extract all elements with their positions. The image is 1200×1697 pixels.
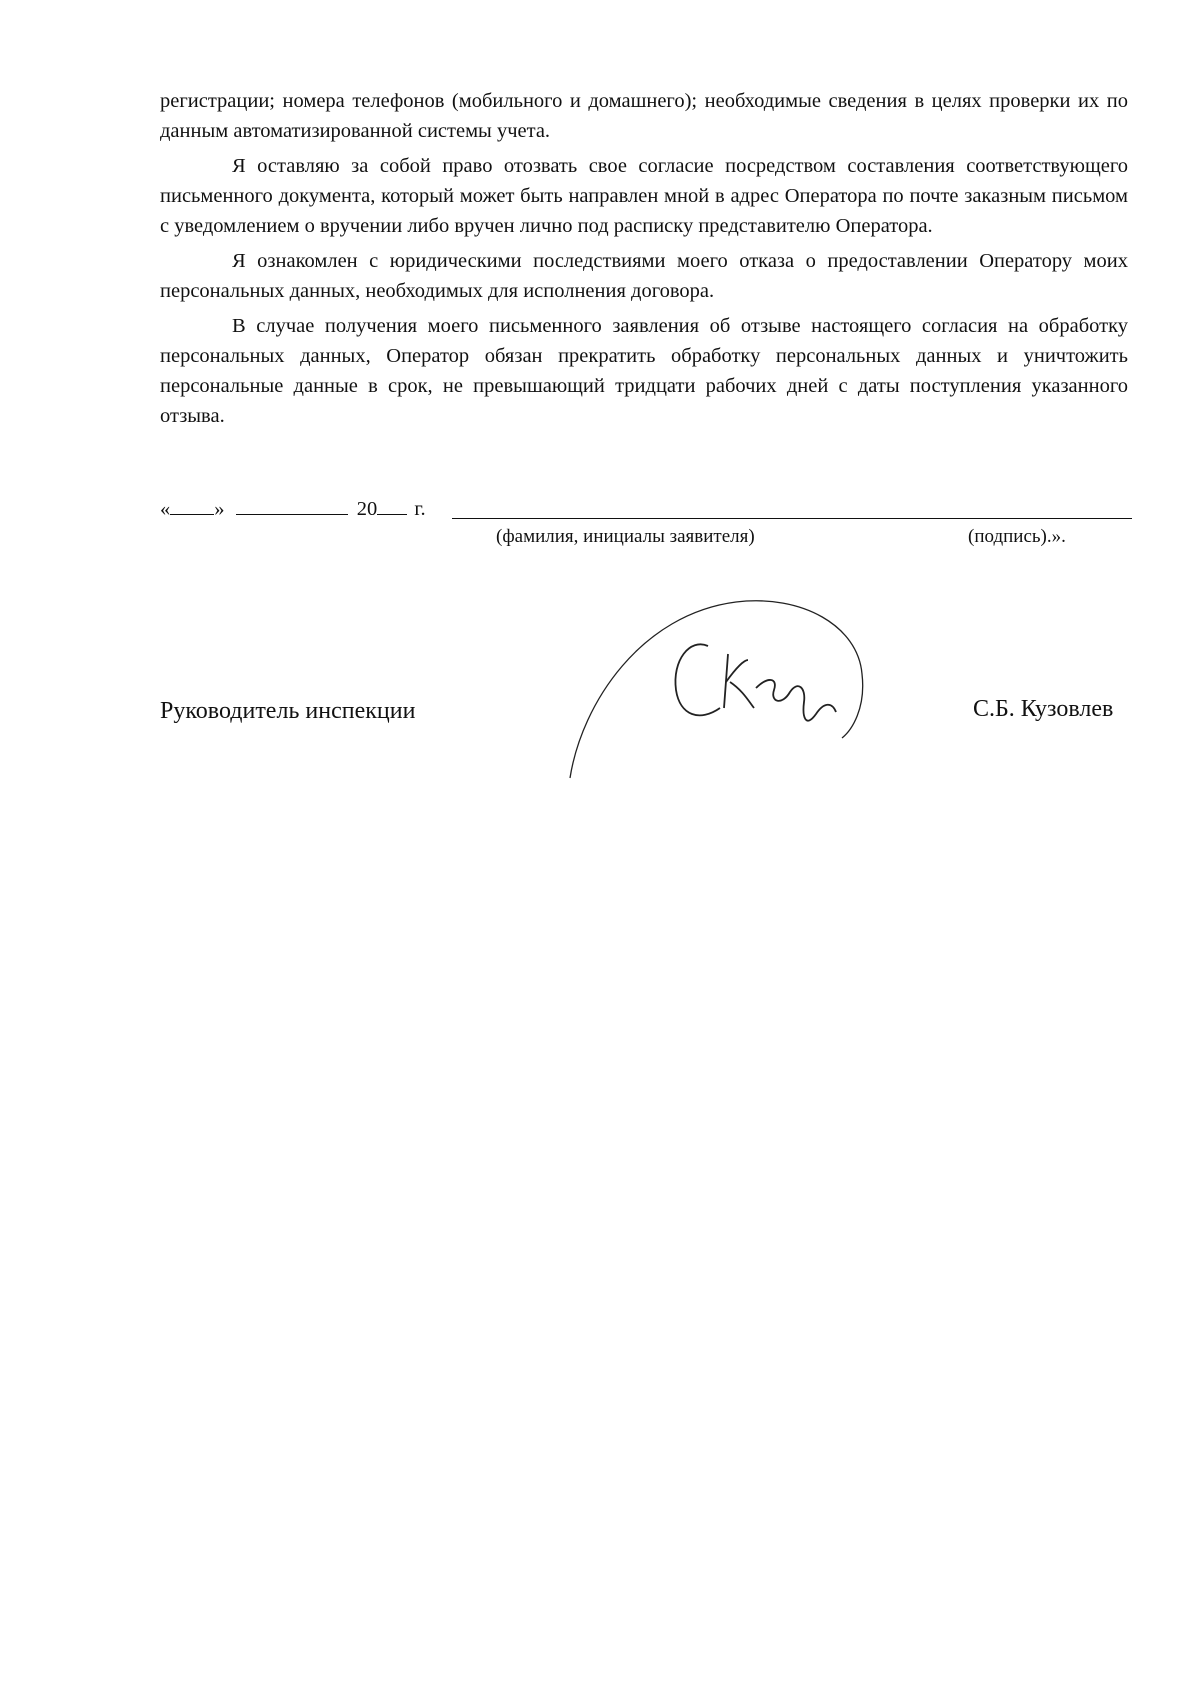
date-line — [160, 496, 426, 521]
paragraph-withdrawal-processing: В случае получения моего письменного заявления об отзыве настоящего согласия на обработку персональных данных, Оператор обязан прекратить обработку персональных данных и уничтожить персональные данные в срок, не превышающий тридцати рабочих дней с даты поступления указанного отзыва. — [160, 315, 1128, 427]
signatory-name: С.Б. Кузовлев — [973, 696, 1114, 722]
consent-body — [160, 86, 1128, 436]
signature-loop — [570, 601, 863, 778]
year-suffix: г. — [414, 498, 426, 520]
signature-stroke-tail — [756, 680, 836, 721]
date-open-quote: « — [160, 498, 171, 520]
signatory-title: Руководитель инспекции — [160, 698, 416, 724]
signature-caption: (подпись).». — [968, 526, 1066, 547]
day-blank — [170, 496, 214, 515]
year-prefix: 20 — [356, 498, 378, 520]
handwritten-signature — [560, 590, 900, 790]
paragraph-continuation: регистрации; номера телефонов (мобильного и домашнего); необходимые сведения в целях проверки их по данным автоматизированной системы учета. — [160, 90, 1128, 142]
applicant-signature-line — [452, 518, 1132, 519]
signature-stroke-k — [724, 654, 754, 708]
paragraph-consequences: Я ознакомлен с юридическими последствиями моего отказа о предоставлении Оператору моих персональных данных, необходимых для исполнения договора. — [160, 250, 1128, 302]
signature-stroke-c — [675, 644, 720, 715]
year-blank — [377, 496, 407, 515]
date-close-quote: » — [214, 498, 225, 520]
month-blank — [236, 496, 348, 515]
paragraph-revocation-right: Я оставляю за собой право отозвать свое согласие посредством составления соответствующего письменного документа, который может быть направлен мной в адрес Оператора по почте заказным письмом с уведомлением о вручении либо вручен лично под расписку представителю Оператора. — [160, 155, 1128, 237]
applicant-name-caption: (фамилия, инициалы заявителя) — [496, 526, 755, 547]
